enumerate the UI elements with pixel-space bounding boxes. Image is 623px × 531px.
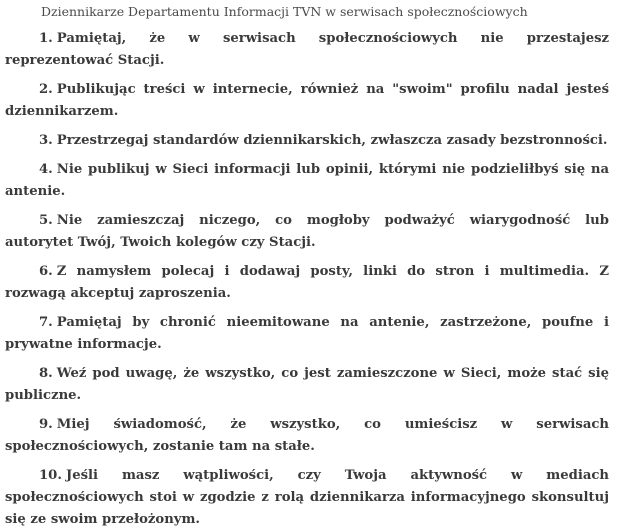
rule-item-8	[5, 363, 609, 407]
rule-item-9	[5, 414, 609, 458]
rule-number: 9.	[39, 417, 53, 432]
rule-item-4	[5, 159, 609, 203]
rule-item-6	[5, 261, 609, 305]
rules-list	[5, 28, 609, 531]
rule-text: Pamiętaj by chronić nieemitowane na antenie, zastrzeżone, poufne i prywatne informacje.	[5, 315, 609, 352]
rule-text: Publikując treści w internecie, również na "swoim" profilu nadal jesteś dziennikarzem.	[5, 82, 609, 119]
rule-item-2	[5, 79, 609, 123]
rule-text: Nie publikuj w Sieci informacji lub opinii, którymi nie podzieliłbyś się na antenie.	[5, 162, 609, 199]
rule-item-10	[5, 465, 609, 531]
rule-item-7	[5, 312, 609, 356]
rule-number: 7.	[39, 315, 53, 330]
rule-number: 2.	[39, 82, 53, 97]
rule-text: Przestrzegaj standardów dziennikarskich, zwłaszcza zasady bezstronności.	[56, 133, 608, 148]
rule-text: Nie zamieszczaj niczego, co mogłoby podważyć wiarygodność lub autorytet Twój, Twoich kolegów czy Stacji.	[5, 213, 609, 250]
rule-number: 6.	[39, 264, 53, 279]
rule-text: Pamiętaj, że w serwisach społecznościowych nie przestajesz reprezentować Stacji.	[5, 31, 609, 68]
rule-text: Weź pod uwagę, że wszystko, co jest zamieszczone w Sieci, może stać się publiczne.	[5, 366, 609, 403]
rule-number: 8.	[39, 366, 53, 381]
rule-item-1	[5, 28, 609, 72]
rule-text: Miej świadomość, że wszystko, co umieścisz w serwisach społecznościowych, zostanie tam na stałe.	[5, 417, 609, 454]
rule-number: 1.	[39, 31, 53, 46]
rule-number: 4.	[39, 162, 53, 177]
rule-text: Jeśli masz wątpliwości, czy Twoja aktywność w mediach społecznościowych stoi w zgodzie z rolą dziennikarza informacyjnego skonsultuj się ze swoim przełożonym.	[5, 468, 609, 527]
rule-item-5	[5, 210, 609, 254]
rule-item-3	[5, 130, 609, 152]
rule-text: Z namysłem polecaj i dodawaj posty, linki do stron i multimedia. Z rozwagą akceptuj zaproszenia.	[5, 264, 609, 301]
rule-number: 10.	[39, 468, 62, 483]
rule-number: 3.	[39, 133, 53, 148]
document-title: Dziennikarze Departamentu Informacji TVN w serwisach społecznościowych	[41, 4, 528, 19]
rule-number: 5.	[39, 213, 53, 228]
